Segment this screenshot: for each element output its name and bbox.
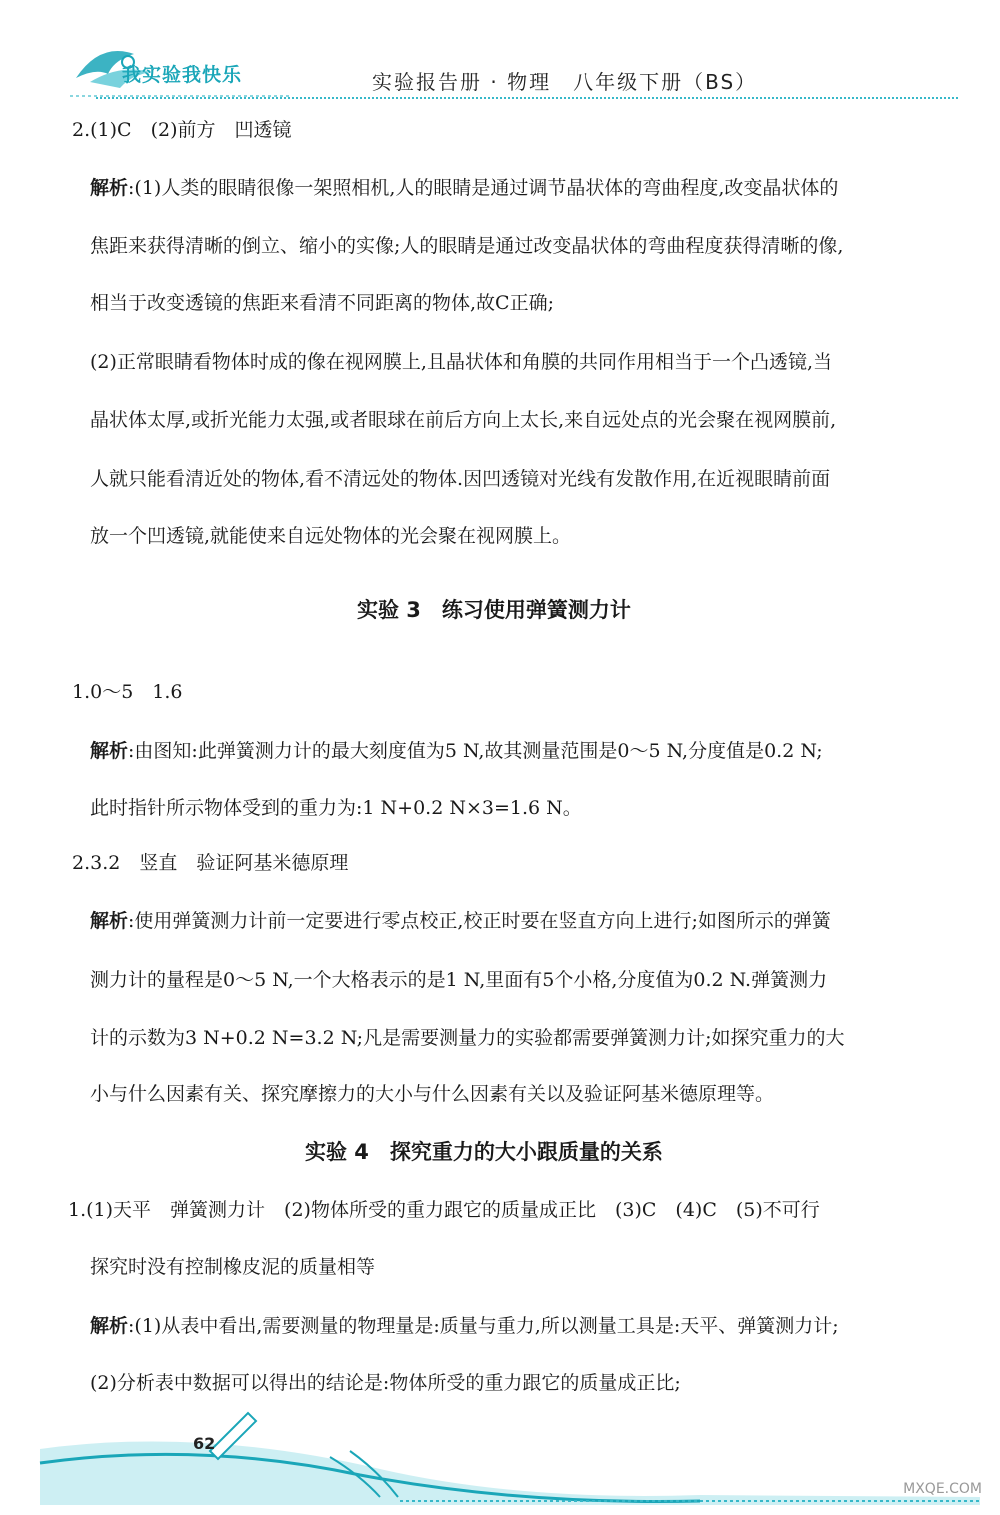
analysis-paragraph — [90, 908, 831, 934]
analysis-text: 晶状体太厚,或折光能力太强,或者眼球在前后方向上太长,来自远处点的光会聚在视网膜前, — [90, 409, 837, 431]
logo-text: 我实验我快乐 — [122, 64, 243, 86]
analysis-text: :由图知:此弹簧测力计的最大刻度值为5 N,故其测量范围是0～5 N,分度值是0.2 N; — [128, 740, 823, 762]
analysis-text: 此时指针所示物体受到的重力为:1 N+0.2 N×3=1.6 N。 — [90, 797, 582, 819]
page-number: 62 — [193, 1434, 216, 1453]
analysis-label: 解析 — [90, 910, 129, 932]
analysis-text: (2)正常眼睛看物体时成的像在视网膜上,且晶状体和角膜的共同作用相当于一个凸透镜,当 — [90, 351, 832, 373]
analysis-paragraph — [90, 738, 823, 764]
answer-line: 2.3.2 竖直 验证阿基米德原理 — [72, 852, 349, 874]
page-footer — [0, 1405, 1000, 1511]
footer-wave-decoration — [0, 1405, 1000, 1511]
analysis-label: 解析 — [90, 177, 129, 199]
analysis-text: 计的示数为3 N+0.2 N=3.2 N;凡是需要测量力的实验都需要弹簧测力计;如探究重力的大 — [90, 1027, 845, 1049]
answer-line: 探究时没有控制橡皮泥的质量相等 — [90, 1256, 376, 1278]
book-title: 实验报告册 · 物理 八年级下册（BS） — [372, 70, 758, 94]
analysis-text: 焦距来获得清晰的倒立、缩小的实像;人的眼睛是通过改变晶状体的弯曲程度获得清晰的像, — [90, 235, 844, 257]
analysis-text: 人就只能看清近处的物体,看不清远处的物体.因凹透镜对光线有发散作用,在近视眼睛前面 — [90, 468, 831, 490]
answer-line: 2.(1)C (2)前方 凹透镜 — [72, 119, 292, 141]
analysis-label: 解析 — [90, 1315, 129, 1337]
section-title: 实验 4 探究重力的大小跟质量的关系 — [305, 1140, 663, 1164]
analysis-text: 小与什么因素有关、探究摩擦力的大小与什么因素有关以及验证阿基米德原理等。 — [90, 1083, 775, 1105]
analysis-label: 解析 — [90, 740, 129, 762]
analysis-text: (2)分析表中数据可以得出的结论是:物体所受的重力跟它的质量成正比; — [90, 1372, 681, 1394]
analysis-paragraph — [90, 1313, 839, 1339]
answer-line: 1.0～5 1.6 — [72, 681, 183, 703]
analysis-text: 测力计的量程是0～5 N,一个大格表示的是1 N,里面有5个小格,分度值为0.2 N.弹簧测力 — [90, 969, 828, 991]
section-title: 实验 3 练习使用弹簧测力计 — [357, 598, 631, 622]
analysis-text: 放一个凹透镜,就能使来自远处物体的光会聚在视网膜上。 — [90, 525, 572, 547]
analysis-paragraph — [90, 175, 838, 201]
analysis-text: :(1)从表中看出,需要测量的物理量是:质量与重力,所以测量工具是:天平、弹簧测力计; — [128, 1315, 839, 1337]
analysis-text: :(1)人类的眼睛很像一架照相机,人的眼睛是通过调节晶状体的弯曲程度,改变晶状体的 — [128, 177, 839, 199]
page-header — [0, 0, 1000, 110]
watermark: MXQE.COM — [903, 1481, 982, 1497]
header-divider — [96, 97, 958, 102]
answer-line: 1.(1)天平 弹簧测力计 (2)物体所受的重力跟它的质量成正比 (3)C (4)C (5)不可行 — [68, 1199, 820, 1221]
analysis-text: :使用弹簧测力计前一定要进行零点校正,校正时要在竖直方向上进行;如图所示的弹簧 — [128, 910, 831, 932]
analysis-text: 相当于改变透镜的焦距来看清不同距离的物体,故C正确; — [90, 292, 554, 314]
